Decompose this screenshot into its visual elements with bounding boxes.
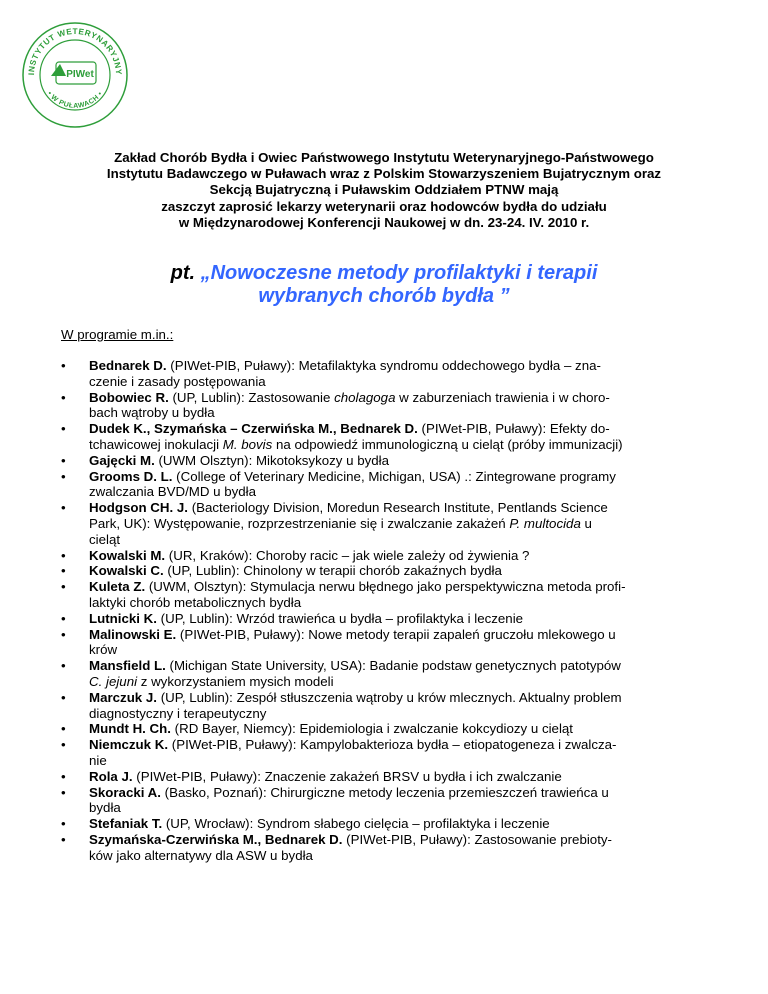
programme-item (61, 737, 721, 769)
programme-item (61, 563, 721, 579)
programme-topic: (RD Bayer, Niemcy): Epidemiologia i zwalczanie kokcydiozy u cieląt (170, 721, 573, 737)
programme-item (61, 721, 721, 737)
programme-list (61, 358, 721, 864)
programme-author: Gajęcki M. (89, 452, 155, 468)
programme-item (61, 627, 721, 659)
title-line-1: „Nowoczesne metody profilaktyki i terapii (200, 262, 598, 284)
programme-author: Skoracki A. (89, 784, 161, 800)
intro-line: Instytutu Badawczego w Puławach wraz z Polskim Stowarzyszeniem Bujatrycznym oraz (106, 166, 662, 182)
programme-author: Rola J. (89, 768, 133, 784)
programme-topic-continued: na odpowiedź immunologiczną u cieląt (próby immunizacji) (272, 436, 623, 452)
programme-author: Grooms D. L. (89, 468, 173, 484)
programme-author: Kowalski C. (89, 563, 164, 579)
programme-topic: (PIWet-PIB, Puławy): Metafilaktyka syndromu oddechowego bydła – zna- czenie i zasady postępowania (89, 358, 601, 389)
programme-item (61, 500, 721, 547)
programme-topic: (UP, Lublin): Zespół stłuszczenia wątroby u krów mlecznych. Aktualny problem diagnostyczny i terapeutyczny (89, 689, 622, 721)
programme-topic: (PIWet-PIB, Puławy): Nowe metody terapii zapaleń gruczołu mlekowego u krów (89, 626, 616, 658)
programme-topic-continued: z wykorzystaniem mysich modeli (137, 673, 334, 689)
programme-item (61, 421, 721, 453)
programme-italic-term: cholagoga (334, 389, 396, 405)
svg-text:• W PUŁAWACH • (46, 90, 105, 109)
programme-item (61, 690, 721, 722)
programme-italic-term: M. bovis (222, 436, 273, 452)
programme-item (61, 548, 721, 564)
programme-italic-term: P. multocida (509, 515, 581, 531)
programme-item (61, 469, 721, 501)
programme-heading: W programie m.in.: (61, 327, 174, 342)
programme-author: Hodgson CH. J. (89, 500, 188, 516)
programme-author: Kowalski M. (89, 547, 166, 563)
programme-topic: (Bacteriology Division, Moredun Research Institute, Pentlands Science Park, UK): Występowanie, rozprzestrzenianie się i zwalczanie zakażeń (89, 500, 608, 531)
programme-topic: (College of Veterinary Medicine, Michigan, USA) .: Zintegrowane programy zwalczania BVD/MD u bydła (89, 468, 616, 500)
intro-line: w Międzynarodowej Konferencji Naukowej w dn. 23-24. IV. 2010 r. (178, 214, 590, 230)
programme-author: Bobowiec R. (89, 389, 169, 405)
programme-author: Marczuk J. (89, 689, 157, 705)
programme-item (61, 769, 721, 785)
programme-topic: (UP, Wrocław): Syndrom słabego cielęcia – profilaktyka i leczenie (162, 816, 550, 832)
programme-item (61, 658, 721, 690)
title-line-2: wybranych chorób bydła ” (258, 285, 510, 307)
programme-topic: (UP, Lublin): Wrzód trawieńca u bydła – profilaktyka i leczenie (156, 610, 524, 626)
programme-author: Malinowski E. (89, 626, 177, 642)
programme-item (61, 785, 721, 817)
logo-ring-top-text: INSTYTUT WETERYNARYJNY (26, 26, 124, 76)
programme-topic: (PIWet-PIB, Puławy): Efekty do- tchawicowej inokulacji (89, 421, 610, 452)
programme-author: Bednarek D. (89, 358, 167, 373)
programme-author: Dudek K., Szymańska – Czerwińska M., Bednarek D. (89, 421, 418, 437)
programme-item (61, 358, 721, 390)
programme-author: Mundt H. Ch. (89, 721, 171, 737)
logo-center-text: PIWet (66, 69, 94, 80)
programme-item (61, 453, 721, 469)
programme-topic: (PIWet-PIB, Puławy): Zastosowanie prebioty- ków jako alternatywy dla ASW u bydła (89, 831, 612, 863)
intro-line: Sekcją Bujatryczną i Puławskim Oddziałem PTNW mają (209, 182, 559, 198)
programme-author: Szymańska-Czerwińska M., Bednarek D. (89, 831, 343, 847)
programme-topic: (PIWet-PIB, Puławy): Znaczenie zakażeń BRSV u bydła i ich zwalczanie (132, 768, 562, 784)
programme-author: Mansfield L. (89, 658, 166, 674)
programme-topic: (PIWet-PIB, Puławy): Kampylobakterioza bydła – etiopatogeneza i zwalcza- nie (89, 737, 617, 768)
programme-item (61, 579, 721, 611)
programme-topic: (UP, Lublin): Zastosowanie (168, 389, 335, 405)
conference-title (60, 262, 708, 308)
programme-author: Stefaniak T. (89, 816, 163, 832)
intro-line: Zakład Chorób Bydła i Owiec Państwowego Instytutu Weterynaryjnego-Państwowego (114, 150, 654, 165)
programme-topic: (UP, Lublin): Chinolony w terapii chorób zakaźnych bydła (163, 563, 502, 579)
programme-topic: (Basko, Poznań): Chirurgiczne metody leczenia przemieszczeń trawieńca u bydła (89, 784, 609, 816)
programme-author: Niemczuk K. (89, 737, 169, 753)
programme-item (61, 832, 721, 864)
programme-topic: (UWM Olsztyn): Mikotoksykozy u bydła (154, 452, 389, 468)
programme-author: Lutnicki K. (89, 610, 157, 626)
programme-italic-term: C. jejuni (89, 673, 138, 689)
programme-topic: (UR, Kraków): Choroby racic – jak wiele zależy od żywienia ? (165, 547, 530, 563)
programme-topic: (Michigan State University, USA): Badanie podstaw genetycznych patotypów (165, 658, 621, 674)
programme-topic-continued: w zaburzeniach trawienia i w choro- bach wątroby u bydła (89, 389, 610, 421)
programme-topic-continued: u cieląt (89, 515, 592, 547)
piwet-logo (20, 20, 130, 130)
programme-item (61, 611, 721, 627)
title-prefix: pt. (170, 262, 196, 284)
logo-ring-bottom-text: • W PUŁAWACH • (45, 90, 105, 110)
intro-line: zaszczyt zaprosić lekarzy weterynarii oraz hodowców bydła do udziału (161, 198, 607, 214)
programme-topic: (UWM, Olsztyn): Stymulacja nerwu błędnego jako perspektywiczna metoda profi- laktyki chorób metabolicznych bydła (89, 579, 626, 610)
programme-author: Kuleta Z. (89, 579, 146, 595)
intro-paragraph (40, 150, 728, 231)
programme-item (61, 816, 721, 832)
programme-item (61, 390, 721, 422)
